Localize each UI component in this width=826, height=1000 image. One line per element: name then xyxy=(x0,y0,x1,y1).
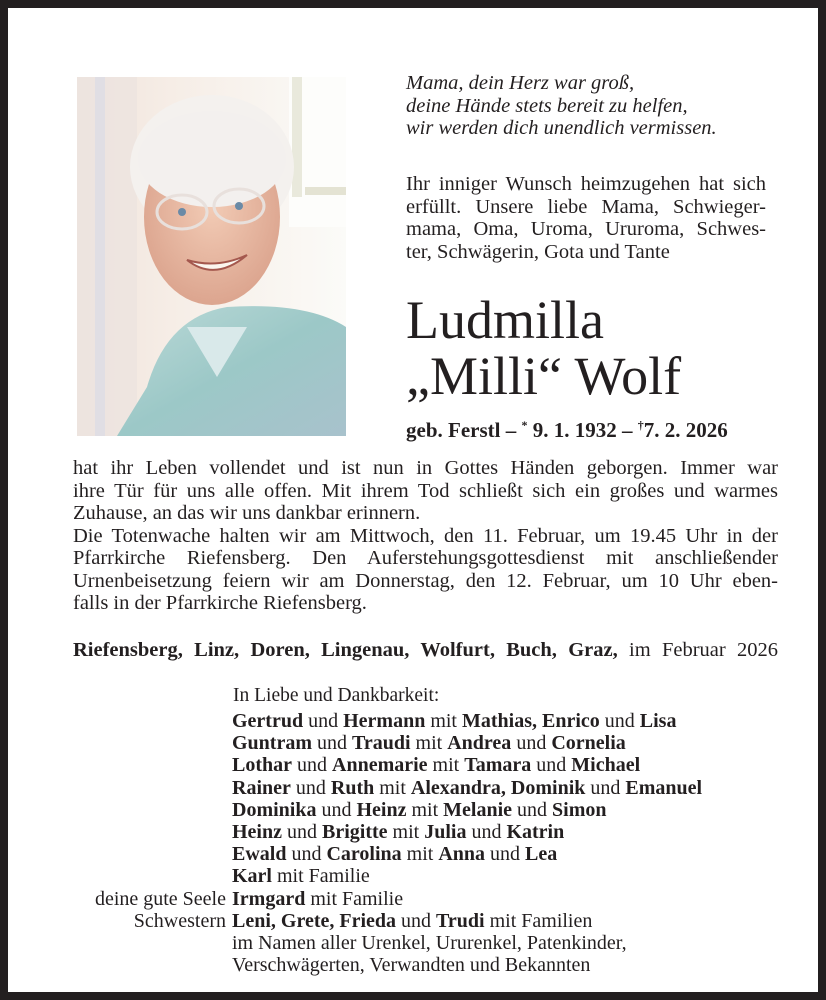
intro-line: Ihr inniger Wunsch heimzugehen hat sich xyxy=(406,173,766,195)
signature-row xyxy=(68,799,798,821)
signature-label xyxy=(68,843,232,865)
thanks-heading: In Liebe und Dankbarkeit: xyxy=(233,685,440,706)
signature-row xyxy=(68,888,798,910)
signature-row xyxy=(68,910,798,932)
signature-label xyxy=(68,799,232,821)
body-line: Pfarrkirche Riefensberg. Den Auferstehungsgottesdienst mit anschließender xyxy=(73,547,778,569)
signature-label xyxy=(68,754,232,776)
signature-label xyxy=(68,954,232,976)
separator: – xyxy=(616,418,638,442)
death-date: 7. 2. 2026 xyxy=(643,418,728,442)
signature-label xyxy=(68,710,232,732)
main-text xyxy=(73,457,778,615)
signature-row xyxy=(68,821,798,843)
signature-names: Lothar und Annemarie mit Tamara und Michael xyxy=(232,754,641,777)
signature-row xyxy=(68,710,798,732)
signature-names: Rainer und Ruth mit Alexandra, Dominik und Emanuel xyxy=(232,776,703,799)
signature-names: Guntram und Traudi mit Andrea und Cornelia xyxy=(232,732,626,755)
signature-label xyxy=(68,732,232,754)
poem-line: deine Hände stets bereit zu helfen, xyxy=(406,94,688,117)
signature-label: Schwestern xyxy=(133,909,226,932)
poem xyxy=(406,72,786,140)
life-dates xyxy=(406,413,728,442)
signature-names: Irmgard mit Familie xyxy=(232,887,404,910)
poem-line: Mama, dein Herz war groß, xyxy=(406,72,635,94)
body-line: Urnenbeisetzung feiern wir am Donnerstag, den 12. Februar, um 10 Uhr eben- xyxy=(73,569,778,592)
intro-line: ter, Schwägerin, Gota und Tante xyxy=(406,240,670,263)
signature-names: im Namen aller Urenkel, Ururenkel, Patenkinder, xyxy=(232,932,627,955)
signature-names: Leni, Grete, Frieda und Trudi mit Familien xyxy=(232,909,593,932)
birth-star-icon: * xyxy=(521,418,528,432)
intro-paragraph xyxy=(406,173,766,263)
intro-line: erfüllt. Unsere liebe Mama, Schwieger- xyxy=(406,195,766,218)
signature-row xyxy=(68,843,798,865)
signature-names: Dominika und Heinz mit Melanie und Simon xyxy=(232,798,607,821)
signature-row xyxy=(68,865,798,887)
signature-names: Verschwägerten, Verwandten und Bekannten xyxy=(232,954,591,977)
signature-row xyxy=(68,732,798,754)
intro-line: mama, Oma, Uroma, Ururoma, Schwes- xyxy=(406,218,766,240)
maiden-name: geb. Ferstl xyxy=(406,418,501,442)
signature-label xyxy=(68,777,232,799)
deceased-nickname-surname: „Milli“ Wolf xyxy=(406,346,682,406)
signature-row xyxy=(68,754,798,776)
body-line: hat ihr Leben vollendet und ist nun in Gottes Händen geborgen. Immer war xyxy=(73,457,778,479)
separator: – xyxy=(500,418,522,442)
signature-row xyxy=(68,932,798,954)
signature-label xyxy=(68,865,232,887)
body-line: ihre Tür für uns alle offen. Mit ihrem Tod schließt sich ein großes und warmes xyxy=(73,479,778,502)
notice-date: im Februar 2026 xyxy=(617,639,778,661)
signature-names: Ewald und Carolina mit Anna und Lea xyxy=(232,843,558,866)
signature-row xyxy=(68,954,798,976)
death-cross-icon: † xyxy=(637,418,644,432)
portrait-photo xyxy=(77,77,346,436)
signature-names: Karl mit Familie xyxy=(232,865,370,888)
signature-label xyxy=(68,932,232,954)
signature-names: Gertrud und Hermann mit Mathias, Enrico und Lisa xyxy=(232,710,677,732)
portrait-image-icon xyxy=(77,77,346,436)
signature-row xyxy=(68,777,798,799)
birth-date: 9. 1. 1932 xyxy=(527,418,617,442)
body-line: Zuhause, an das wir uns dankbar erinnern. xyxy=(73,502,421,524)
places-and-date xyxy=(73,638,778,662)
signature-names: Heinz und Brigitte mit Julia und Katrin xyxy=(232,821,565,844)
signature-label xyxy=(68,821,232,843)
town-list: Riefensberg, Linz, Doren, Lingenau, Wolfurt, Buch, Graz, xyxy=(73,639,618,661)
deceased-first-name: Ludmilla xyxy=(406,290,604,350)
poem-line: wir werden dich unendlich vermissen. xyxy=(406,117,717,139)
body-line: falls in der Pfarrkirche Riefensberg. xyxy=(73,592,367,614)
signatures-list xyxy=(68,710,798,976)
signature-label: deine gute Seele xyxy=(94,887,226,910)
body-line: Die Totenwache halten wir am Mittwoch, den 11. Februar, um 19.45 Uhr in der xyxy=(73,524,778,547)
